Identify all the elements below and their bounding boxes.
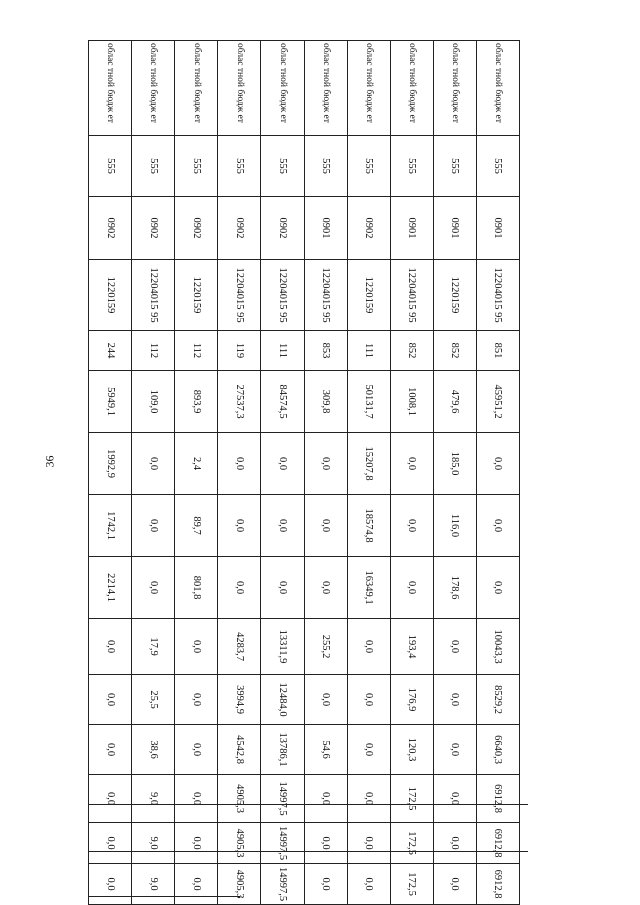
table-row [218, 41, 261, 905]
amount-cell: 6912,8 [476, 864, 519, 905]
table-row [347, 41, 390, 905]
amount-cell: 0,0 [89, 725, 132, 775]
amount-cell: 0,0 [304, 557, 347, 619]
footer-rule [88, 896, 240, 897]
amount-cell: 116,0 [433, 495, 476, 557]
amount-cell: 0,0 [390, 557, 433, 619]
section-code-cell: 0902 [347, 197, 390, 260]
expense-type-cell: 851 [476, 331, 519, 371]
section-code-cell: 0901 [433, 197, 476, 260]
amount-cell: 0,0 [433, 864, 476, 905]
ministry-code-cell: 555 [175, 136, 218, 197]
amount-cell: 0,0 [347, 823, 390, 864]
amount-cell: 172,5 [390, 775, 433, 823]
amount-cell: 0,0 [347, 775, 390, 823]
amount-cell: 0,0 [304, 675, 347, 725]
amount-cell: 25,5 [132, 675, 175, 725]
amount-cell: 0,0 [132, 495, 175, 557]
budget-source-cell: облас тной бюдж ет [218, 41, 261, 136]
amount-cell: 8529,2 [476, 675, 519, 725]
expense-type-cell: 111 [347, 331, 390, 371]
section-code-cell: 0901 [304, 197, 347, 260]
footer-rule [88, 851, 528, 852]
amount-cell: 45951,2 [476, 371, 519, 433]
table-row [304, 41, 347, 905]
amount-cell: 14997,5 [261, 823, 304, 864]
ministry-code-cell: 555 [347, 136, 390, 197]
section-code-cell: 0902 [218, 197, 261, 260]
amount-cell: 0,0 [347, 675, 390, 725]
amount-cell: 0,0 [390, 495, 433, 557]
amount-cell: 18574,8 [347, 495, 390, 557]
amount-cell: 0,0 [261, 557, 304, 619]
amount-cell: 0,0 [433, 775, 476, 823]
amount-cell: 15207,8 [347, 433, 390, 495]
amount-cell: 9,0 [132, 864, 175, 905]
footer-rule [88, 804, 528, 805]
table-row [89, 41, 132, 905]
amount-cell: 10043,3 [476, 619, 519, 675]
expense-type-cell: 244 [89, 331, 132, 371]
section-code-cell: 0901 [476, 197, 519, 260]
expense-type-cell: 852 [390, 331, 433, 371]
amount-cell: 9,0 [132, 775, 175, 823]
amount-cell: 0,0 [476, 433, 519, 495]
amount-cell: 185,0 [433, 433, 476, 495]
section-code-cell: 0902 [89, 197, 132, 260]
amount-cell: 0,0 [89, 775, 132, 823]
amount-cell: 12484,0 [261, 675, 304, 725]
amount-cell: 6912,8 [476, 823, 519, 864]
target-article-cell: 12204015 95 [476, 260, 519, 331]
amount-cell: 9,0 [132, 823, 175, 864]
amount-cell: 0,0 [89, 864, 132, 905]
amount-cell: 0,0 [132, 557, 175, 619]
amount-cell: 17,9 [132, 619, 175, 675]
amount-cell: 4905,3 [218, 775, 261, 823]
amount-cell: 0,0 [433, 619, 476, 675]
target-article-cell: 12204015 95 [390, 260, 433, 331]
amount-cell: 14997,5 [261, 775, 304, 823]
budget-source-cell: облас тной бюдж ет [175, 41, 218, 136]
ministry-code-cell: 555 [433, 136, 476, 197]
amount-cell: 0,0 [304, 775, 347, 823]
amount-cell: 27537,3 [218, 371, 261, 433]
amount-cell: 0,0 [218, 495, 261, 557]
amount-cell: 1742,1 [89, 495, 132, 557]
table-row [175, 41, 218, 905]
amount-cell: 50131,7 [347, 371, 390, 433]
table-row [132, 41, 175, 905]
ministry-code-cell: 555 [390, 136, 433, 197]
target-article-cell: 12204015 95 [304, 260, 347, 331]
budget-table [88, 40, 520, 905]
amount-cell: 176,9 [390, 675, 433, 725]
amount-cell: 0,0 [304, 433, 347, 495]
amount-cell: 0,0 [347, 864, 390, 905]
target-article-cell: 12204015 95 [132, 260, 175, 331]
amount-cell: 0,0 [175, 675, 218, 725]
amount-cell: 4905,3 [218, 823, 261, 864]
table-row [390, 41, 433, 905]
amount-cell: 479,6 [433, 371, 476, 433]
amount-cell: 4283,7 [218, 619, 261, 675]
amount-cell: 0,0 [347, 619, 390, 675]
amount-cell: 0,0 [175, 864, 218, 905]
ministry-code-cell: 555 [218, 136, 261, 197]
budget-source-cell: облас тной бюдж ет [261, 41, 304, 136]
amount-cell: 0,0 [433, 823, 476, 864]
amount-cell: 0,0 [261, 433, 304, 495]
budget-source-cell: облас тной бюдж ет [390, 41, 433, 136]
table-row [433, 41, 476, 905]
amount-cell: 1992,9 [89, 433, 132, 495]
amount-cell: 0,0 [476, 495, 519, 557]
amount-cell: 0,0 [390, 433, 433, 495]
amount-cell: 255,2 [304, 619, 347, 675]
amount-cell: 0,0 [218, 433, 261, 495]
amount-cell: 2214,1 [89, 557, 132, 619]
page-number: 36 [42, 455, 57, 468]
amount-cell: 0,0 [347, 725, 390, 775]
section-code-cell: 0902 [261, 197, 304, 260]
amount-cell: 178,6 [433, 557, 476, 619]
amount-cell: 4542,8 [218, 725, 261, 775]
amount-cell: 16349,1 [347, 557, 390, 619]
section-code-cell: 0901 [390, 197, 433, 260]
amount-cell: 2,4 [175, 433, 218, 495]
amount-cell: 0,0 [304, 864, 347, 905]
amount-cell: 0,0 [132, 433, 175, 495]
target-article-cell: 12204015 95 [218, 260, 261, 331]
ministry-code-cell: 555 [476, 136, 519, 197]
amount-cell: 5949,1 [89, 371, 132, 433]
section-code-cell: 0902 [132, 197, 175, 260]
budget-source-cell: облас тной бюдж ет [132, 41, 175, 136]
budget-source-cell: облас тной бюдж ет [476, 41, 519, 136]
amount-cell: 0,0 [433, 675, 476, 725]
amount-cell: 0,0 [476, 557, 519, 619]
amount-cell: 3994,9 [218, 675, 261, 725]
table-row [261, 41, 304, 905]
amount-cell: 109,0 [132, 371, 175, 433]
amount-cell: 4905,3 [218, 864, 261, 905]
target-article-cell: 1220159 [89, 260, 132, 331]
amount-cell: 120,3 [390, 725, 433, 775]
ministry-code-cell: 555 [304, 136, 347, 197]
amount-cell: 0,0 [175, 619, 218, 675]
amount-cell: 0,0 [175, 725, 218, 775]
amount-cell: 0,0 [261, 495, 304, 557]
expense-type-cell: 112 [132, 331, 175, 371]
amount-cell: 0,0 [218, 557, 261, 619]
target-article-cell: 12204015 95 [261, 260, 304, 331]
amount-cell: 0,0 [89, 675, 132, 725]
amount-cell: 13311,9 [261, 619, 304, 675]
ministry-code-cell: 555 [89, 136, 132, 197]
budget-source-cell: облас тной бюдж ет [347, 41, 390, 136]
expense-type-cell: 111 [261, 331, 304, 371]
amount-cell: 1008,1 [390, 371, 433, 433]
amount-cell: 172,5 [390, 864, 433, 905]
amount-cell: 172,5 [390, 823, 433, 864]
amount-cell: 0,0 [304, 495, 347, 557]
amount-cell: 893,9 [175, 371, 218, 433]
amount-cell: 14997,5 [261, 864, 304, 905]
amount-cell: 6640,3 [476, 725, 519, 775]
budget-table-wrapper [88, 40, 520, 904]
amount-cell: 84574,5 [261, 371, 304, 433]
ministry-code-cell: 555 [261, 136, 304, 197]
budget-source-cell: облас тной бюдж ет [433, 41, 476, 136]
amount-cell: 0,0 [433, 725, 476, 775]
ministry-code-cell: 555 [132, 136, 175, 197]
amount-cell: 38,6 [132, 725, 175, 775]
expense-type-cell: 112 [175, 331, 218, 371]
expense-type-cell: 853 [304, 331, 347, 371]
amount-cell: 13786,1 [261, 725, 304, 775]
amount-cell: 193,4 [390, 619, 433, 675]
amount-cell: 0,0 [175, 775, 218, 823]
amount-cell: 0,0 [175, 823, 218, 864]
amount-cell: 6912,8 [476, 775, 519, 823]
amount-cell: 54,6 [304, 725, 347, 775]
section-code-cell: 0902 [175, 197, 218, 260]
amount-cell: 89,7 [175, 495, 218, 557]
target-article-cell: 1220159 [433, 260, 476, 331]
budget-source-cell: облас тной бюдж ет [89, 41, 132, 136]
expense-type-cell: 852 [433, 331, 476, 371]
budget-source-cell: облас тной бюдж ет [304, 41, 347, 136]
amount-cell: 0,0 [304, 823, 347, 864]
target-article-cell: 1220159 [347, 260, 390, 331]
amount-cell: 309,8 [304, 371, 347, 433]
amount-cell: 0,0 [89, 823, 132, 864]
amount-cell: 801,8 [175, 557, 218, 619]
table-row [476, 41, 519, 905]
amount-cell: 0,0 [89, 619, 132, 675]
target-article-cell: 1220159 [175, 260, 218, 331]
expense-type-cell: 119 [218, 331, 261, 371]
